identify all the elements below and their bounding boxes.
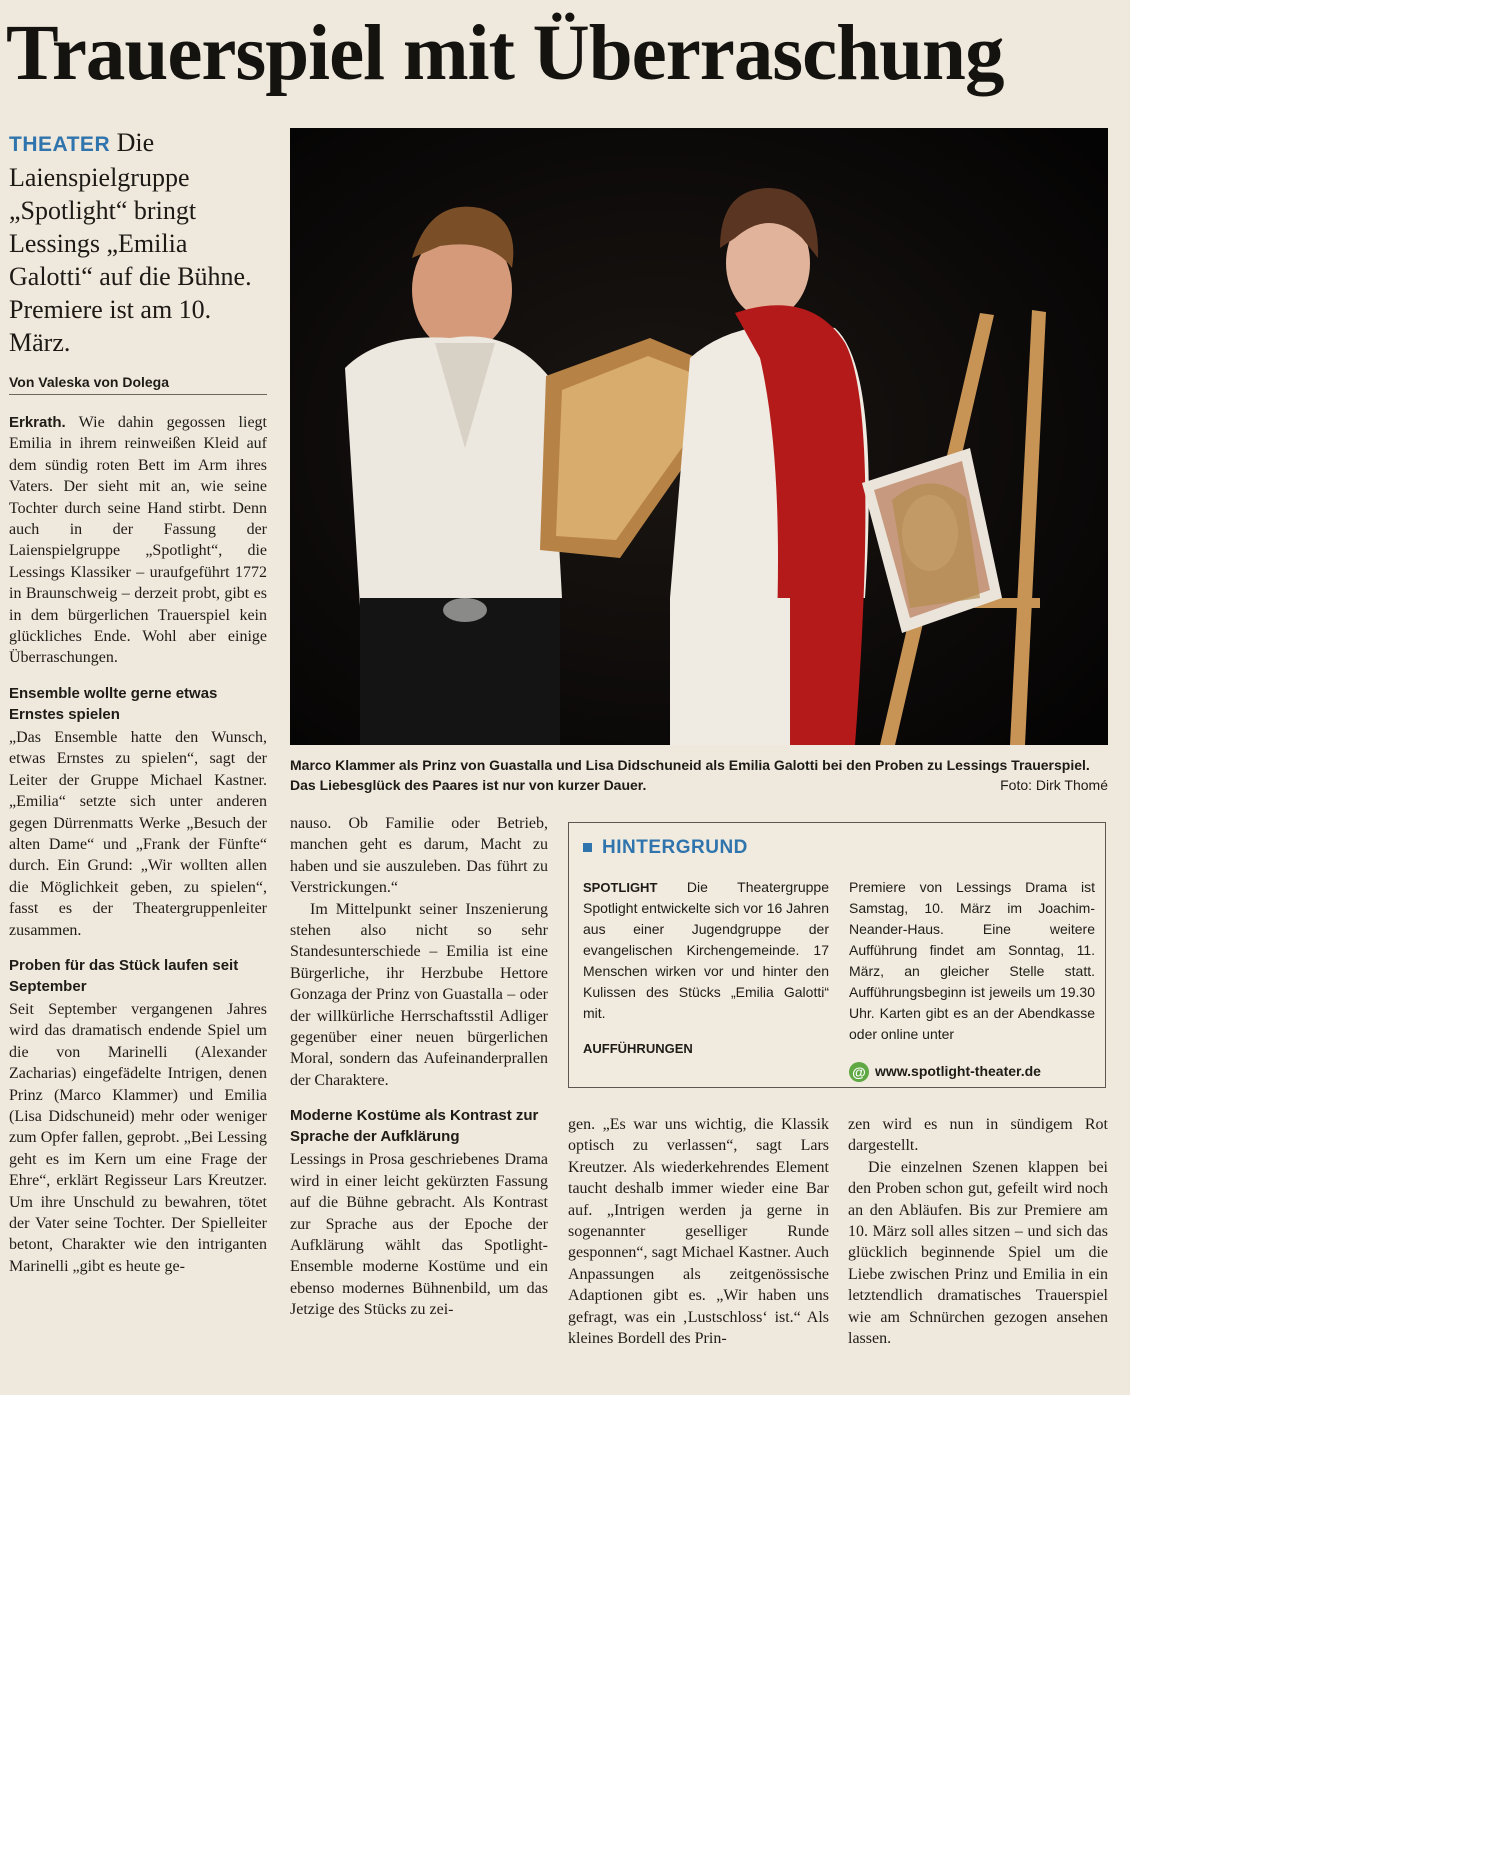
paragraph-rot: zen wird es nun in sündigem Rot dargestellt. xyxy=(848,1116,1108,1155)
info-text-spotlight: Die Theatergruppe Spotlight entwickelte sich vor 16 Jahren aus einer Jugendgruppe der evangelischen Kirchengemeinde. 17 Menschen wirken vor und hinter den Kulissen des Stücks „Emilia Galotti“ mit. xyxy=(583,879,830,1021)
website-link[interactable]: www.spotlight-theater.de xyxy=(875,1063,1041,1079)
paragraph-familie: nauso. Ob Familie oder Betrieb, manchen geht es darum, Macht zu haben und sie auszuleben. Das führt zu Verstrickungen.“ xyxy=(290,815,548,897)
web-at-icon: @ xyxy=(849,1062,869,1082)
photo-caption-block xyxy=(290,755,1108,795)
teaser-text: Die Laienspielgruppe „Spotlight“ bringt Lessings „Emilia Galotti“ auf die Bühne. Premiere ist am 10. März. xyxy=(9,128,252,357)
photo-illustration xyxy=(290,128,1108,745)
article-column-4 xyxy=(848,1114,1108,1349)
paragraph-ensemble: „Das Ensemble hatte den Wunsch, etwas Ernstes zu spielen“, sagt der Leiter der Gruppe Michael Kastner. „Emilia“ setzte sich unter anderen gegen Dürrenmatts Werke „Besuch der alten Dame“ und „Frank der Fünfte“ durch. Ein Grund: „Wir wollten allen die Möglichkeit geben, zu spielen“, fasst es der Theatergruppenleiter zusammen. xyxy=(9,728,267,939)
article-column-3 xyxy=(568,1114,829,1349)
info-box-column-2 xyxy=(849,877,1095,1096)
subheading-ensemble: Ensemble wollte gerne etwas Ernstes spielen xyxy=(9,684,218,723)
rehearsal-photo xyxy=(290,128,1108,745)
paragraph-klassik: gen. „Es war uns wichtig, die Klassik optisch zu verlassen“, sagt Lars Kreutzer. Als wiederkehrendes Element taucht deshalb immer wieder eine Bar auf. „Intrigen werden ja gerne in sogenannter geselliger Runde gesponnen“, sagt Michael Kastner. Auch Anpassungen als zeitgenössische Adaptionen gibt es. „Wir haben uns gefragt, was ein ‚Lustschloss‘ ist.“ Als kleines Bordell des Prin- xyxy=(568,1116,829,1348)
paragraph-prosa: Lessings in Prosa geschriebenes Drama wird in einer leicht gekürzten Fassung auf die Bühne gebracht. Als Kontrast zur Sprache aus der Epoche der Aufklärung wählt das Spotlight-Ensemble moderne Kostüme und ein ebenso modernes Bühnenbild, um das Jetzige des Stücks zu zei- xyxy=(290,1151,548,1319)
author-byline: Von Valeska von Dolega xyxy=(9,374,267,395)
paragraph-mittelpunkt: Im Mittelpunkt seiner Inszenierung stehen also nicht so sehr Standesunterschiede – Emilia ist eine Bürgerliche, ihr Herzbube Hettore Gonzaga der Prinz von Guastalla – oder der willkürliche Herrschaftsstil Adliger gegenüber einer neuen bürgerlichen Moral, sondern das Aufeinanderprallen der Charaktere. xyxy=(290,900,548,1089)
headline: Trauerspiel mit Überraschung xyxy=(6,10,1004,97)
info-label-auffuehrungen: AUFFÜHRUNGEN xyxy=(583,1041,693,1056)
info-label-spotlight: SPOTLIGHT xyxy=(583,880,658,895)
subheading-kostueme: Moderne Kostüme als Kontrast zur Sprache der Aufklärung xyxy=(290,1107,539,1146)
dateline: Erkrath. xyxy=(9,414,66,431)
info-box-column-1 xyxy=(583,877,829,1073)
subheading-proben: Proben für das Stück laufen seit September xyxy=(9,956,239,995)
teaser xyxy=(9,126,269,359)
paragraph-szenen: Die einzelnen Szenen klappen bei den Proben schon gut, gefeilt wird noch an den Abläufen. Bis zur Premiere am 10. März soll alles sitzen – und sich das glücklich beginnende Spiel um die Liebe zwischen Prinz und Emilia in ein letztendlich dramatisches Trauerspiel wie am Schnürchen gezogen ansehen lassen. xyxy=(848,1158,1108,1348)
paragraph-proben: Seit September vergangenen Jahres wird das dramatisch endende Spiel um die von Marinelli (Alexander Zacharias) eingefädelte Intrigen, denen Prinz (Marco Klammer) und Emilia (Lisa Didschuneid) mehr oder weniger zum Opfer fallen, geprobt. „Bei Lessing geht es im Kern um eine Frage der Ehre“, erklärt Regisseur Lars Kreutzer. Um ihre Unschuld zu bewahren, tötet der Vater seine Tochter. Der Spielleiter betont, Charakter wie den intriganten Marinelli „gibt es heute ge- xyxy=(9,1000,267,1275)
article-column-2 xyxy=(290,813,548,1321)
teaser-kicker: THEATER xyxy=(9,133,111,156)
background-info-box xyxy=(568,822,1106,1088)
square-bullet-icon xyxy=(583,843,592,852)
intro-paragraph: Wie dahin gegossen liegt Emilia in ihrem reinweißen Kleid auf dem sündig roten Bett im Arm ihres Vaters. Der sieht mit an, wie seine Tochter durch seine Hand stirbt. Denn auch in der Fassung der Laienspielgruppe „Spotlight“, die Lessings Klassiker – uraufgeführt 1772 in Braunschweig – derzeit probt, gibt es in dem bürgerlichen Trauerspiel kein glückliches Ende. Wohl aber einige Überraschungen. xyxy=(9,414,267,667)
info-box-title: HINTERGRUND xyxy=(583,837,748,859)
info-text-auffuehrungen: Premiere von Lessings Drama ist Samstag, 10. März im Joachim-Neander-Haus. Eine weitere Aufführung findet am Sonntag, 11. März, an gleicher Stelle statt. Aufführungsbeginn ist jeweils um 19.30 Uhr. Karten gibt es an der Abendkasse oder online unter xyxy=(849,879,1095,1042)
article-column-1 xyxy=(9,412,267,1277)
photo-caption: Marco Klammer als Prinz von Guastalla und Lisa Didschuneid als Emilia Galotti bei den Proben zu Lessings Trauerspiel. Das Liebesglück des Paares ist nur von kurzer Dauer. xyxy=(290,757,1090,793)
photo-credit: Foto: Dirk Thomé xyxy=(1000,777,1108,793)
